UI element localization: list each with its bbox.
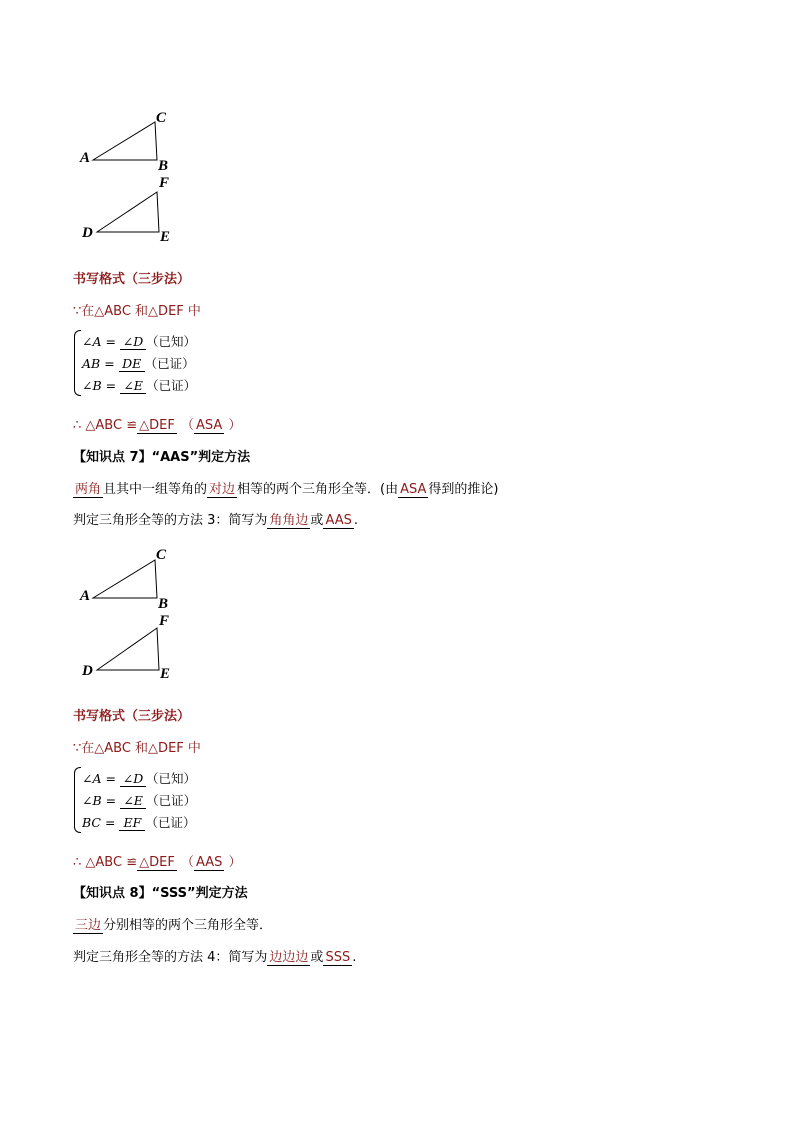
row-rhs: EF <box>119 816 145 831</box>
row-lhs: ∠A <box>82 771 102 786</box>
vertex-d-label: D <box>82 225 93 241</box>
conclusion-open: （ <box>180 418 194 433</box>
kp7-text-3: 得到的推论) <box>428 482 499 497</box>
kp7-blank-2: 对边 <box>209 482 236 497</box>
aas-format-title: 书写格式（三步法） <box>73 709 191 724</box>
row-note: （已知） <box>145 771 196 786</box>
aas-because-line: ∵在△ABC 和△DEF 中 <box>73 741 201 756</box>
kp7-l2-blank-2: AAS <box>325 513 352 528</box>
vertex-a-label: A <box>80 150 91 166</box>
vertex-e-label: E <box>160 666 171 682</box>
conclusion-reason: AAS <box>195 855 223 870</box>
aas-row-2 <box>82 791 196 809</box>
aas-conclusion <box>73 851 242 871</box>
kp8-l2-text-1: 判定三角形全等的方法 4：简写为 <box>73 950 268 965</box>
vertex-f-label: F <box>159 613 170 629</box>
conclusion-target: △DEF <box>139 418 175 433</box>
conclusion-prefix: ∴ △ABC ≌ <box>73 418 138 433</box>
row-eq: = <box>105 378 117 393</box>
row-rhs: DE <box>119 357 145 372</box>
kp7-blank-3: ASA <box>400 482 427 497</box>
kp7-l2-blank-1: 角角边 <box>269 513 309 528</box>
kp8-l2-blank-2: SSS <box>325 950 351 965</box>
row-eq: = <box>104 356 115 371</box>
vertex-b-label: B <box>158 158 169 174</box>
kp7-l2-text-2: 或 <box>310 513 324 528</box>
row-lhs: ∠A <box>82 334 102 349</box>
kp7-blank-1: 两角 <box>75 482 102 497</box>
row-rhs: ∠D <box>120 772 146 787</box>
kp7-text-2: 相等的两个三角形全等．(由 <box>237 482 399 497</box>
row-rhs: ∠D <box>120 335 146 350</box>
kp7-title: 【知识点 7】“AAS”判定方法 <box>73 450 251 465</box>
row-lhs: ∠B <box>82 793 102 808</box>
kp8-l2-text-2: 或 <box>310 950 324 965</box>
row-note: （已证） <box>146 793 197 808</box>
kp8-l2-text-3: . <box>352 950 357 965</box>
left-brace <box>74 767 81 833</box>
row-note: （已知） <box>145 334 196 349</box>
row-note: （已证） <box>145 815 196 830</box>
vertex-d-label: D <box>82 663 93 679</box>
kp8-title: 【知识点 8】“SSS”判定方法 <box>73 886 248 901</box>
aas-row-3 <box>82 813 195 831</box>
kp8-blank-1: 三边 <box>75 918 102 933</box>
vertex-e-label: E <box>160 229 171 245</box>
vertex-c-label: C <box>156 110 167 126</box>
aas-condition-system <box>74 767 274 833</box>
vertex-a-label: A <box>80 588 91 604</box>
kp7-l2-text-1: 判定三角形全等的方法 3：简写为 <box>73 513 268 528</box>
kp8-line2 <box>73 946 356 966</box>
kp7-l2-text-3: . <box>353 513 358 528</box>
kp8-text-1: 分别相等的两个三角形全等． <box>103 918 273 933</box>
kp7-text-1: 且其中一组等角的 <box>103 482 208 497</box>
vertex-b-label: B <box>158 596 169 612</box>
row-lhs: BC <box>82 815 101 830</box>
row-eq: = <box>104 815 116 830</box>
conclusion-target: △DEF <box>139 855 175 870</box>
row-eq: = <box>105 771 116 786</box>
row-rhs: ∠E <box>120 379 146 394</box>
asa-format-title: 书写格式（三步法） <box>73 272 191 287</box>
conclusion-reason: ASA <box>195 418 223 433</box>
vertex-c-label: C <box>156 547 167 563</box>
row-note: （已证） <box>146 378 197 393</box>
conclusion-prefix: ∴ △ABC ≌ <box>73 855 138 870</box>
asa-because-line: ∵在△ABC 和△DEF 中 <box>73 304 201 319</box>
row-note: （已证） <box>144 356 195 371</box>
kp8-l2-blank-1: 边边边 <box>269 950 309 965</box>
row-lhs: ∠B <box>82 378 102 393</box>
row-rhs: ∠E <box>120 794 146 809</box>
conclusion-close: ） <box>228 418 242 433</box>
row-lhs: AB <box>82 356 101 371</box>
conclusion-close: ） <box>228 855 242 870</box>
conclusion-open: （ <box>180 855 194 870</box>
vertex-f-label: F <box>159 175 170 191</box>
kp8-line1 <box>73 914 272 934</box>
row-eq: = <box>105 334 116 349</box>
aas-row-1 <box>82 769 196 787</box>
row-eq: = <box>105 793 117 808</box>
